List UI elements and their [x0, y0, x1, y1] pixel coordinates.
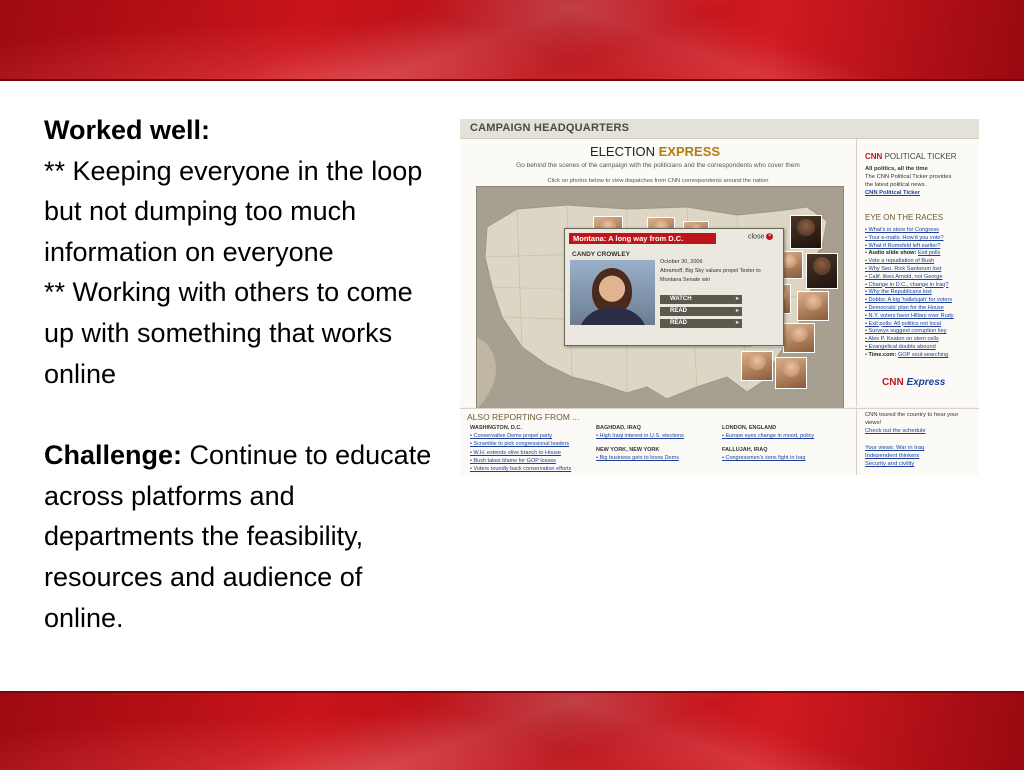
cnn-express-logo [882, 377, 945, 388]
challenge-text: Continue to educate across platforms and departments the feasibility, resources and audience of online. [44, 440, 432, 633]
story-link[interactable]: Security and civility [865, 461, 915, 467]
also-reporting-section [460, 408, 857, 475]
ticker-description-2: the latest political news. [865, 182, 927, 188]
election-express-title [590, 144, 720, 159]
list-item[interactable]: • What if Rumsfeld left earlier? [865, 243, 977, 251]
worked-point-1: ** Keeping everyone in the loop but not dumping too much information on everyone [44, 155, 423, 267]
london-heading: LONDON, ENGLAND [722, 425, 777, 431]
story-link[interactable]: Independent thinkers [865, 453, 920, 459]
challenge-paragraph [44, 435, 439, 638]
correspondent-photo[interactable] [806, 253, 838, 289]
correspondent-photo[interactable] [775, 357, 807, 389]
dispatch-description: Abramoff, Big Sky values propel Tester to Montana Senate win [660, 268, 761, 283]
list-item[interactable]: • Calif. likes Arnold, not George [865, 274, 977, 282]
sidebar [857, 139, 979, 407]
express-logo-cnn: CNN [882, 377, 904, 388]
us-map[interactable] [476, 186, 844, 410]
dispatch-date: October 30, 2006 [660, 259, 703, 265]
story-link[interactable]: • Big business gets to know Dems [596, 454, 720, 462]
fallujah-heading: FALLUJAH, IRAQ [722, 447, 768, 454]
worked-point-2: ** Working with others to come up with something that works online [44, 277, 413, 389]
list-item[interactable]: • Your e-mails: How'd you vote? [865, 235, 977, 243]
list-item[interactable]: • Evangelical doubts abound [865, 344, 977, 352]
list-item [865, 250, 977, 258]
express-tour-panel [857, 408, 979, 475]
schedule-link[interactable]: Check out the schedule [865, 428, 926, 434]
london-fallujah-column [722, 424, 846, 463]
political-ticker-link[interactable]: CNN Political Ticker [865, 190, 920, 196]
baghdad-heading: BAGHDAD, IRAQ [596, 425, 641, 431]
list-item[interactable]: • Democrats' plan for the House [865, 305, 977, 313]
close-icon: × [768, 233, 772, 239]
correspondent-name: CANDY CROWLEY [572, 251, 631, 258]
read-button[interactable] [660, 307, 742, 316]
popup-headline: Montana: A long way from D.C. [573, 234, 684, 243]
election-express-screenshot [460, 119, 979, 475]
newyork-heading: NEW YORK, NEW YORK [596, 447, 660, 454]
story-link[interactable]: Your views: War in Iraq [865, 445, 925, 451]
correspondent-photo[interactable] [783, 323, 815, 353]
popup-close-button[interactable] [748, 233, 773, 240]
list-item[interactable]: • Vote a repudiation of Bush [865, 258, 977, 266]
washington-heading: WASHINGTON, D.C. [470, 425, 522, 431]
story-link[interactable]: • W.H. extends olive branch to House [470, 449, 594, 457]
popup-headline-bar [569, 233, 716, 244]
election-express-panel [460, 139, 857, 407]
watch-button[interactable] [660, 295, 742, 304]
races-list [865, 227, 977, 360]
story-link[interactable]: • Conservative Dems propel party [470, 432, 594, 440]
list-item[interactable]: • What's in store for Congress [865, 227, 977, 235]
list-item [865, 352, 977, 360]
washington-column [470, 424, 594, 473]
read-label: READ [670, 320, 688, 326]
title-plain: ELECTION [590, 144, 659, 159]
campaign-header [460, 119, 979, 139]
top-red-band [0, 0, 1024, 81]
bottom-red-band [0, 691, 1024, 770]
audio-slide-show-label: Audio slide show: [868, 250, 917, 257]
also-reporting-heading: ALSO REPORTING FROM ... [467, 412, 580, 422]
ticker-logo-text: POLITICAL TICKER [882, 152, 957, 161]
story-link[interactable]: • Bush takes blame for GOP losses [470, 457, 594, 465]
baghdad-newyork-column [596, 424, 720, 463]
list-item[interactable]: • N.Y. voters favor Hillary over Rudy [865, 313, 977, 321]
map-instruction: Click on photos below to view dispatches from CNN correspondents around the nation [547, 178, 769, 184]
exit-polls-link[interactable]: Exit polls [917, 250, 941, 257]
gop-soul-searching-link[interactable]: GOP soul-searching [897, 351, 949, 358]
list-item[interactable]: • Alex P. Keaton on stem cells [865, 336, 977, 344]
list-item[interactable]: • Why the Republicans lost [865, 289, 977, 297]
list-item[interactable]: • Why Sen. Rick Santorum lost [865, 266, 977, 274]
eye-on-races-heading: EYE ON THE RACES [865, 213, 944, 222]
correspondent-photo[interactable] [741, 351, 773, 381]
title-bold: EXPRESS [658, 144, 721, 159]
list-item[interactable]: • Exit polls: All politics not local [865, 321, 977, 329]
ticker-tagline: All politics, all the time [865, 166, 928, 172]
cnn-logo: CNN [865, 152, 883, 161]
read-label: READ [670, 308, 688, 314]
watch-label: WATCH [670, 296, 692, 302]
time-com-label: Time.com: [868, 351, 897, 358]
story-link[interactable]: • High Iraqi interest in U.S. elections [596, 432, 720, 440]
dispatch-popup [564, 228, 784, 346]
read-button[interactable] [660, 319, 742, 328]
story-link[interactable]: • Voters roundly back conservation efforts [470, 465, 594, 473]
campaign-header-title: CAMPAIGN HEADQUARTERS [470, 122, 630, 134]
list-item[interactable]: • Surveys suggest corruption key [865, 328, 977, 336]
correspondent-photo[interactable] [790, 215, 822, 249]
correspondent-portrait [570, 260, 655, 325]
tour-text-2: views! [865, 420, 882, 426]
ticker-description-1: The CNN Political Ticker provides [865, 174, 952, 180]
worked-well-heading: Worked well: [44, 115, 211, 145]
story-link[interactable]: • Europe eyes change in mood, policy [722, 432, 846, 440]
express-logo-word: Express [906, 377, 946, 388]
list-item[interactable]: • Change in D.C., change in Iraq? [865, 282, 977, 290]
popup-close-label: close [748, 233, 765, 241]
correspondent-photo[interactable] [797, 291, 829, 321]
election-express-subtitle: Go behind the scenes of the campaign with the politicians and the correspondents who cover them [516, 162, 800, 169]
slide-body-text [44, 110, 439, 638]
tour-text-1: CNN toured the country to hear your [865, 412, 959, 418]
challenge-label: Challenge: [44, 440, 183, 471]
list-item[interactable]: • Dobbs: A big 'hallelujah' for voters [865, 297, 977, 305]
political-ticker-logo [865, 152, 957, 161]
story-link[interactable]: • Scramble to pick congressional leaders [470, 440, 594, 448]
story-link[interactable]: • Congressmen's sons fight in Iraq [722, 454, 846, 462]
